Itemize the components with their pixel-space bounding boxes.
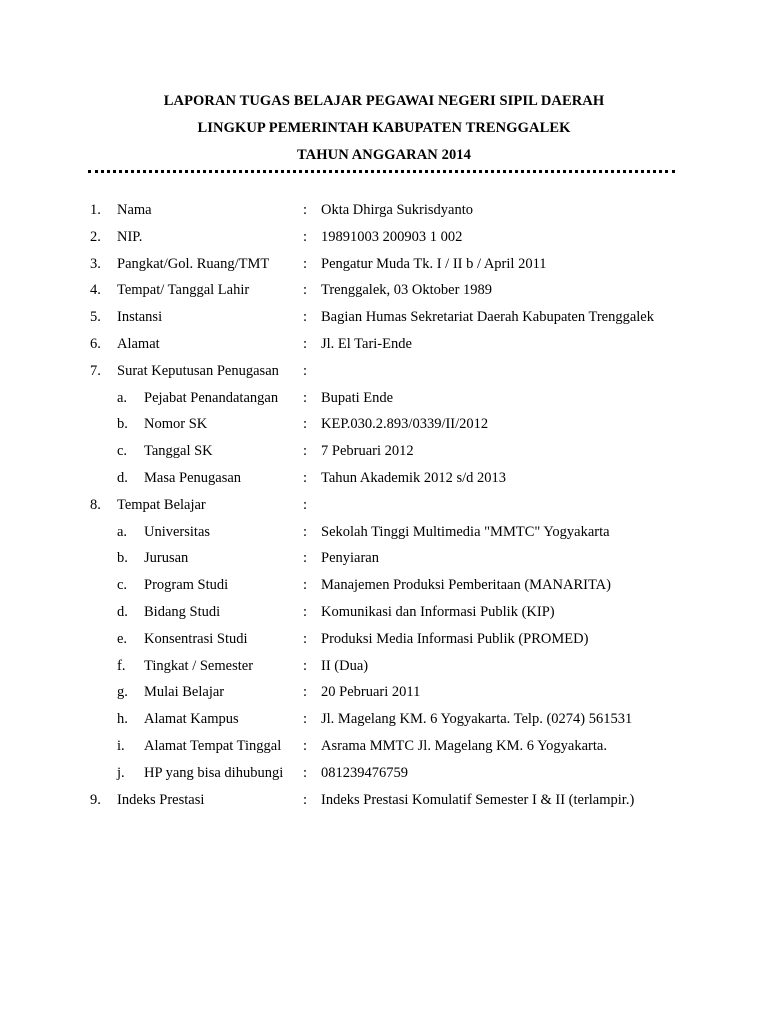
row-sub-letter: d.: [117, 604, 128, 620]
field-colon: :: [303, 362, 308, 379]
field-value: Indeks Prestasi Komulatif Semester I & II (terlampir.): [321, 791, 635, 808]
form-row: [0, 387, 768, 409]
field-label: HP yang bisa dihubungi: [144, 764, 284, 781]
form-row: [0, 306, 768, 328]
row-sub-letter: b.: [117, 550, 128, 567]
form-row: [0, 789, 768, 811]
row-sub-letter: c.: [117, 577, 128, 594]
field-value: Trenggalek, 03 Oktober 1989: [321, 282, 493, 299]
form-row: [0, 279, 768, 301]
row-sub-letter: a.: [117, 389, 128, 406]
field-label: Program Studi: [144, 577, 229, 594]
row-sub-letter: c.: [117, 443, 128, 460]
field-value: Sekolah Tinggi Multimedia "MMTC" Yogyakarta: [321, 523, 610, 540]
field-label: Konsentrasi Studi: [144, 630, 248, 647]
row-sub-letter: e.: [117, 630, 128, 647]
field-colon: :: [303, 523, 308, 540]
field-colon: :: [303, 657, 308, 674]
field-colon: :: [303, 443, 308, 460]
field-colon: :: [303, 630, 308, 647]
field-value: Produksi Media Informasi Publik (PROMED): [321, 630, 589, 647]
row-sub-letter: j.: [117, 764, 125, 781]
field-value: Penyiaran: [321, 550, 379, 567]
field-value: Jl. El Tari-Ende: [321, 336, 412, 352]
form-row: [0, 547, 768, 569]
field-label: Pangkat/Gol. Ruang/TMT: [117, 255, 270, 272]
form-row: [0, 628, 768, 650]
row-number: 6.: [90, 336, 101, 352]
form-row: [0, 655, 768, 677]
form-row: [0, 226, 768, 248]
row-number: 3.: [90, 255, 101, 272]
row-sub-letter: d.: [117, 470, 128, 486]
field-colon: :: [303, 416, 308, 433]
field-value: 19891003 200903 1 002: [321, 228, 463, 245]
field-colon: :: [303, 336, 308, 352]
field-value: Pengatur Muda Tk. I / II b / April 2011: [321, 255, 547, 272]
form-row: [0, 199, 768, 221]
field-value: 081239476759: [321, 764, 408, 781]
row-sub-letter: h.: [117, 711, 128, 728]
field-label: Mulai Belajar: [144, 684, 225, 701]
form-row: [0, 253, 768, 275]
field-colon: :: [303, 228, 308, 245]
field-value: Jl. Magelang KM. 6 Yogyakarta. Telp. (0274) 561531: [321, 711, 633, 728]
field-label: Alamat: [117, 336, 160, 352]
field-label: Indeks Prestasi: [117, 791, 205, 808]
dotted-divider: [88, 170, 675, 173]
field-label: Jurusan: [144, 550, 189, 567]
field-colon: :: [303, 738, 308, 754]
field-label: Pejabat Penandatangan: [144, 389, 279, 406]
field-label: Alamat Tempat Tinggal: [144, 738, 282, 754]
field-label: Universitas: [144, 523, 211, 540]
row-sub-letter: f.: [117, 657, 126, 674]
field-colon: :: [303, 202, 308, 218]
field-label: Nomor SK: [144, 416, 208, 433]
form-row: [0, 735, 768, 757]
field-value: Bupati Ende: [321, 389, 394, 406]
field-value: Asrama MMTC Jl. Magelang KM. 6 Yogyakarta.: [321, 738, 607, 754]
row-number: 9.: [90, 791, 101, 808]
form-row: [0, 681, 768, 703]
report-title-line-3: TAHUN ANGGARAN 2014: [296, 147, 472, 163]
field-label: Alamat Kampus: [144, 711, 239, 728]
field-value: Komunikasi dan Informasi Publik (KIP): [321, 604, 555, 620]
form-row: [0, 413, 768, 435]
field-value: II (Dua): [321, 657, 369, 674]
field-value: 20 Pebruari 2011: [321, 684, 421, 701]
row-number: 7.: [90, 362, 101, 379]
row-number: 8.: [90, 496, 101, 513]
form-row: [0, 440, 768, 462]
form-row: [0, 574, 768, 596]
field-colon: :: [303, 791, 308, 808]
row-sub-letter: a.: [117, 523, 128, 540]
row-sub-letter: g.: [117, 684, 128, 701]
field-label: Tempat/ Tanggal Lahir: [117, 282, 250, 299]
field-label: Tempat Belajar: [117, 496, 206, 513]
field-colon: :: [303, 711, 308, 728]
row-number: 2.: [90, 228, 101, 245]
form-row: [0, 601, 768, 623]
field-label: Tingkat / Semester: [144, 657, 254, 674]
form-row: [0, 333, 768, 355]
field-label: Masa Penugasan: [144, 470, 242, 486]
field-label: Nama: [117, 202, 152, 218]
field-label: Tanggal SK: [144, 443, 213, 460]
form-row: [0, 360, 768, 382]
field-value: Manajemen Produksi Pemberitaan (MANARITA): [321, 577, 611, 594]
row-number: 1.: [90, 202, 101, 218]
field-colon: :: [303, 684, 308, 701]
row-number: 5.: [90, 309, 101, 326]
row-sub-letter: b.: [117, 416, 128, 433]
form-row: [0, 467, 768, 489]
report-title-line-1: LAPORAN TUGAS BELAJAR PEGAWAI NEGERI SIPIL DAERAH: [163, 93, 605, 109]
form-row: [0, 494, 768, 516]
field-label: Instansi: [117, 309, 163, 326]
field-value: Tahun Akademik 2012 s/d 2013: [321, 470, 507, 486]
field-label: Surat Keputusan Penugasan: [117, 362, 279, 379]
form-row: [0, 762, 768, 784]
field-colon: :: [303, 550, 308, 567]
field-value: Bagian Humas Sekretariat Daerah Kabupaten Trenggalek: [321, 309, 654, 326]
field-colon: :: [303, 496, 308, 513]
field-colon: :: [303, 389, 308, 406]
field-value: KEP.030.2.893/0339/II/2012: [321, 416, 489, 433]
field-colon: :: [303, 577, 308, 594]
form-row: [0, 708, 768, 730]
field-value: 7 Pebruari 2012: [321, 443, 414, 460]
report-title-line-2: LINGKUP PEMERINTAH KABUPATEN TRENGGALEK: [197, 120, 571, 136]
field-colon: :: [303, 309, 308, 326]
row-sub-letter: i.: [117, 738, 125, 754]
field-colon: :: [303, 764, 308, 781]
field-value: Okta Dhirga Sukrisdyanto: [321, 202, 473, 218]
field-label: NIP.: [117, 228, 143, 245]
field-label: Bidang Studi: [144, 604, 221, 620]
field-colon: :: [303, 282, 308, 299]
field-colon: :: [303, 255, 308, 272]
field-colon: :: [303, 470, 308, 486]
row-number: 4.: [90, 282, 101, 299]
field-colon: :: [303, 604, 308, 620]
form-row: [0, 521, 768, 543]
